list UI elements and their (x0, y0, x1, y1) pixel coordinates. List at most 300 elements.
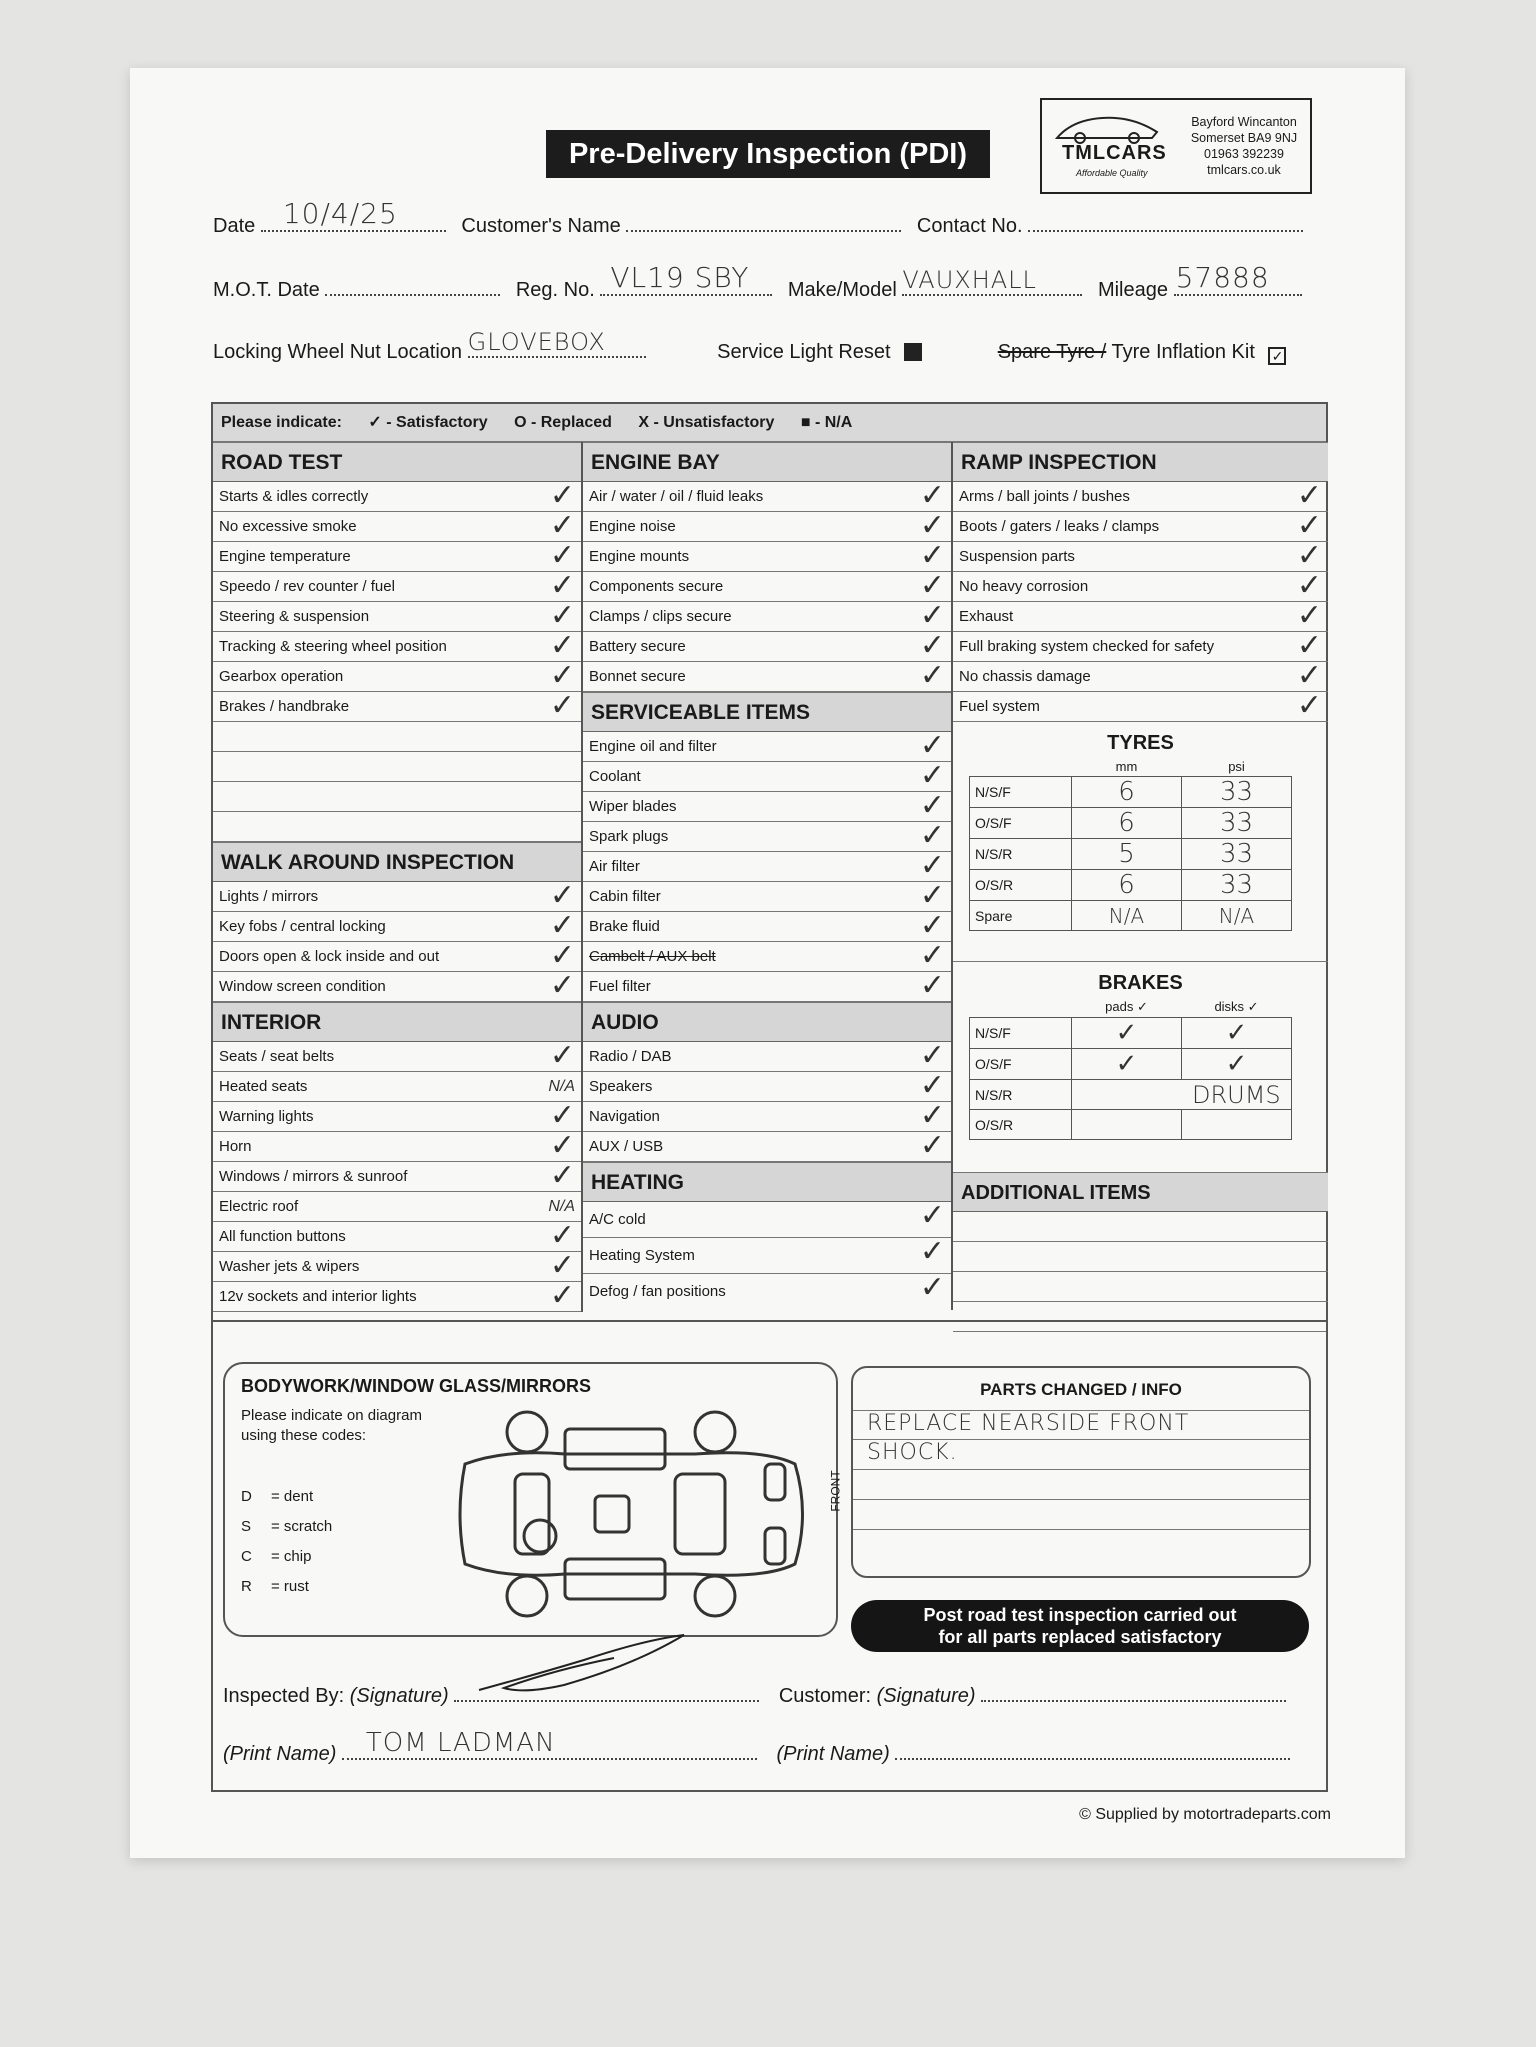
tick-mark: ✓ (919, 1102, 945, 1132)
check-row[interactable] (583, 912, 951, 942)
check-row[interactable] (953, 512, 1328, 542)
signature-scribble-icon (474, 1630, 694, 1700)
footer-credit: © Supplied by motortradeparts.com (1079, 1806, 1331, 1823)
legend-label: Please indicate: (221, 414, 342, 431)
check-row[interactable] (213, 692, 581, 722)
tick-mark: ✓ (549, 912, 575, 942)
check-row[interactable] (583, 1274, 951, 1310)
check-row[interactable] (213, 572, 581, 602)
tyre-row (970, 777, 1292, 808)
customer-sig-label: Customer: (778, 1685, 872, 1707)
code-letter: D (241, 1488, 252, 1505)
item-label: Engine mounts (589, 548, 690, 565)
inspector-print-value: TOM LADMAN (365, 1728, 556, 1758)
section-interior: INTERIOR (213, 1002, 581, 1042)
date-label: Date (213, 215, 256, 237)
tick-mark: ✓ (919, 602, 945, 632)
company-logo-box (1040, 98, 1312, 194)
brake-pos: O/S/F (970, 1049, 1072, 1080)
signature-label: (Signature) (876, 1685, 976, 1707)
code-meaning: = scratch (271, 1518, 333, 1535)
check-row[interactable] (583, 632, 951, 662)
tick-mark: ✓ (919, 1132, 945, 1162)
tick-mark: ✓ (919, 482, 945, 512)
code-meaning: = chip (271, 1548, 312, 1565)
front-label: FRONT (828, 1470, 843, 1512)
brake-row (970, 1049, 1292, 1080)
check-row[interactable] (953, 482, 1328, 512)
inspector-signature-field[interactable] (454, 1682, 759, 1702)
tick-mark: ✓ (549, 632, 575, 662)
tick-mark: ✓ (919, 942, 945, 972)
parts-lines (853, 1410, 1309, 1530)
brake-row (970, 1018, 1292, 1049)
check-row[interactable] (213, 542, 581, 572)
tyre-psi[interactable]: N/A (1182, 901, 1292, 931)
tick-mark: ✓ (1296, 632, 1322, 662)
inspector-print-field[interactable] (342, 1728, 757, 1760)
tick-mark: ✓ (549, 882, 575, 912)
tick-mark: ✓ (919, 822, 945, 852)
tick-mark: ✓ (919, 912, 945, 942)
make-label: Make/Model (787, 279, 897, 301)
item-label: Navigation (589, 1108, 660, 1125)
bodywork-box (223, 1362, 843, 1637)
parts-line[interactable]: REPLACE NEARSIDE FRONT (853, 1410, 1309, 1440)
check-row[interactable] (583, 972, 951, 1002)
item-label: Starts & idles correctly (219, 488, 369, 505)
inflation-checkbox[interactable]: ✓ (1268, 347, 1286, 365)
item-label: Electric roof (219, 1198, 299, 1215)
print-name-label: (Print Name) (223, 1743, 337, 1765)
tick-mark: ✓ (1296, 602, 1322, 632)
item-label: Heated seats (219, 1078, 308, 1095)
tick-mark: ✓ (1296, 692, 1322, 722)
item-label: Window screen condition (219, 978, 386, 995)
reg-value: VL19 SBY (610, 261, 750, 294)
brake-pads[interactable]: ✓ (1072, 1018, 1182, 1049)
tick-mark: ✓ (919, 792, 945, 822)
check-row[interactable] (213, 1072, 581, 1102)
item-label: Bonnet secure (589, 668, 686, 685)
tick-mark: ✓ (919, 1274, 945, 1305)
check-row[interactable] (953, 602, 1328, 632)
check-row[interactable] (583, 732, 951, 762)
brake-row (970, 1080, 1292, 1110)
item-label: Steering & suspension (219, 608, 370, 625)
section-additional: ADDITIONAL ITEMS (953, 1172, 1328, 1212)
item-label: Suspension parts (959, 548, 1075, 565)
date-value: 10/4/25 (282, 197, 398, 230)
item-label: Components secure (589, 578, 724, 595)
contact-label: Contact No. (916, 215, 1023, 237)
blank-row (213, 782, 581, 812)
tyre-mm[interactable]: 6 (1072, 777, 1182, 808)
item-label: Spark plugs (589, 828, 669, 845)
tyre-pos: N/S/R (970, 839, 1072, 870)
tick-mark: ✓ (549, 1162, 575, 1192)
mot-label: M.O.T. Date (213, 279, 320, 301)
bottom-section (211, 1322, 1328, 1792)
brake-row (970, 1110, 1292, 1140)
bodywork-instructions: Please indicate on diagram using these codes: (241, 1407, 422, 1444)
item-label: Fuel system (959, 698, 1040, 715)
item-label: Brakes / handbrake (219, 698, 350, 715)
tick-mark: ✓ (549, 542, 575, 572)
parts-changed-box (851, 1366, 1311, 1578)
section-engine-bay: ENGINE BAY (583, 442, 951, 482)
item-label: Engine noise (589, 518, 676, 535)
tyres-table (969, 759, 1292, 931)
mileage-field[interactable] (1174, 261, 1302, 296)
legend-replaced: O - Replaced (514, 414, 612, 431)
check-row[interactable] (583, 1072, 951, 1102)
brake-pos: N/S/R (970, 1080, 1072, 1110)
tyre-psi[interactable]: 33 (1182, 870, 1292, 901)
item-label: Cambelt / AUX belt (589, 948, 716, 965)
tick-mark: ✓ (919, 732, 945, 762)
item-label: Battery secure (589, 638, 686, 655)
check-row[interactable] (213, 632, 581, 662)
item-label: Coolant (589, 768, 641, 785)
section-audio: AUDIO (583, 1002, 951, 1042)
check-row[interactable] (213, 882, 581, 912)
tick-mark: ✓ (919, 762, 945, 792)
post-road-test-banner (851, 1600, 1309, 1652)
item-label: Seats / seat belts (219, 1048, 335, 1065)
check-row[interactable] (213, 1132, 581, 1162)
column-left (213, 442, 583, 1312)
parts-line[interactable] (853, 1500, 1309, 1530)
tyre-psi[interactable]: 33 (1182, 808, 1292, 839)
tick-mark: ✓ (549, 512, 575, 542)
item-label: Cabin filter (589, 888, 661, 905)
blank-row[interactable] (953, 1272, 1328, 1302)
mot-field[interactable] (325, 276, 500, 296)
check-row[interactable] (213, 1102, 581, 1132)
check-row[interactable] (583, 542, 951, 572)
mot-row (213, 261, 1302, 302)
item-label: Engine temperature (219, 548, 351, 565)
code-meaning: = rust (271, 1578, 309, 1595)
item-label: Brake fluid (589, 918, 660, 935)
tick-mark: ✓ (919, 1042, 945, 1072)
item-label: Lights / mirrors (219, 888, 319, 905)
address-line: Bayford Wincanton (1191, 115, 1297, 129)
parts-line[interactable] (853, 1470, 1309, 1500)
tick-mark: ✓ (549, 482, 575, 512)
reg-label: Reg. No. (515, 279, 595, 301)
banner-line: for all parts replaced satisfactory (938, 1627, 1222, 1647)
date-field[interactable] (261, 197, 446, 232)
brake-note[interactable]: DRUMS (1072, 1080, 1292, 1110)
check-row[interactable] (583, 882, 951, 912)
item-label: Speakers (589, 1078, 653, 1095)
item-label: No heavy corrosion (959, 578, 1089, 595)
item-label: Heating System (589, 1247, 695, 1264)
item-label: Washer jets & wipers (219, 1258, 360, 1275)
print-name-row (223, 1728, 1290, 1766)
parts-line[interactable]: SHOCK. (853, 1440, 1309, 1470)
form-title: Pre-Delivery Inspection (PDI) (546, 130, 990, 178)
check-row[interactable] (953, 692, 1328, 722)
blank-row (213, 812, 581, 842)
blank-row (213, 722, 581, 752)
check-row[interactable] (583, 512, 951, 542)
check-row[interactable] (213, 1282, 581, 1312)
code-item (241, 1512, 332, 1542)
tick-mark: ✓ (549, 602, 575, 632)
item-label: Clamps / clips secure (589, 608, 732, 625)
brakes-panel (953, 972, 1328, 1172)
brakes-col-pads: pads ✓ (1105, 999, 1148, 1014)
item-label: Air / water / oil / fluid leaks (589, 488, 764, 505)
customer-field[interactable] (626, 212, 901, 232)
tick-mark: ✓ (1296, 662, 1322, 692)
tyre-pos: Spare (970, 901, 1072, 931)
service-label: Service Light Reset (717, 341, 891, 363)
inspection-grid (211, 402, 1328, 1322)
brake-pads[interactable]: ✓ (1072, 1049, 1182, 1080)
section-serviceable: SERVICEABLE ITEMS (583, 692, 951, 732)
brake-pos: O/S/R (970, 1110, 1072, 1140)
tick-mark: ✓ (549, 1252, 575, 1282)
brake-pads[interactable] (1072, 1110, 1182, 1140)
na-mark: N/A (548, 1078, 575, 1095)
na-mark: N/A (548, 1198, 575, 1215)
check-row[interactable] (213, 602, 581, 632)
item-label: Doors open & lock inside and out (219, 948, 440, 965)
check-row[interactable] (213, 942, 581, 972)
locking-row (213, 328, 1286, 365)
tick-mark: ✓ (549, 692, 575, 722)
tyres-col-mm: mm (1115, 759, 1138, 774)
reg-field[interactable] (600, 261, 772, 296)
tyres-title: TYRES (1107, 732, 1174, 754)
inspected-label: Inspected By: (223, 1685, 345, 1707)
check-row[interactable] (953, 662, 1328, 692)
check-row[interactable] (583, 942, 951, 972)
tyres-panel (953, 732, 1328, 962)
code-letter: R (241, 1578, 252, 1595)
column-right (953, 442, 1328, 1332)
check-row[interactable] (213, 1042, 581, 1072)
brake-disks[interactable] (1182, 1110, 1292, 1140)
print-name-label: (Print Name) (776, 1743, 890, 1765)
tyre-mm[interactable]: 6 (1072, 870, 1182, 901)
blank-row[interactable] (953, 1242, 1328, 1272)
column-middle (583, 442, 953, 1310)
item-label: Arms / ball joints / bushes (959, 488, 1130, 505)
check-row[interactable] (953, 572, 1328, 602)
tick-mark: ✓ (1296, 512, 1322, 542)
check-row[interactable] (213, 1222, 581, 1252)
tick-mark: ✓ (549, 662, 575, 692)
check-row[interactable] (213, 482, 581, 512)
inflation-label: Tyre Inflation Kit (1111, 341, 1255, 363)
code-list (241, 1482, 332, 1602)
check-row[interactable] (583, 1132, 951, 1162)
check-row[interactable] (583, 1102, 951, 1132)
tyre-pos: O/S/R (970, 870, 1072, 901)
item-label: Horn (219, 1138, 252, 1155)
tyre-row (970, 808, 1292, 839)
make-field[interactable] (902, 266, 1082, 296)
check-row[interactable] (583, 852, 951, 882)
logo-tagline: Affordable Quality (1076, 168, 1148, 178)
tick-mark: ✓ (919, 1238, 945, 1269)
brakes-col-disks: disks ✓ (1214, 999, 1259, 1014)
locking-field[interactable] (467, 328, 646, 358)
item-label: Radio / DAB (589, 1048, 672, 1065)
item-label: Boots / gaters / leaks / clamps (959, 518, 1160, 535)
tick-mark: ✓ (549, 572, 575, 602)
tick-mark: ✓ (549, 1282, 575, 1312)
check-row[interactable] (213, 912, 581, 942)
tick-mark: ✓ (549, 1102, 575, 1132)
item-label: Wiper blades (589, 798, 677, 815)
item-label: No excessive smoke (219, 518, 357, 535)
locking-value: GLOVEBOX (467, 328, 606, 356)
make-value: VAUXHALL (902, 266, 1037, 294)
logo-name: TMLCARS (1062, 142, 1167, 164)
code-meaning: = dent (271, 1488, 314, 1505)
spare-tyre-label: Spare Tyre / (997, 341, 1107, 363)
check-row[interactable] (583, 1202, 951, 1238)
tyre-pos: O/S/F (970, 808, 1072, 839)
item-label: Air filter (589, 858, 640, 875)
legend-na: ■ - N/A (800, 414, 853, 431)
locking-label: Locking Wheel Nut Location (213, 341, 463, 363)
section-road-test: ROAD TEST (213, 442, 581, 482)
check-row[interactable] (583, 1042, 951, 1072)
blank-row[interactable] (953, 1212, 1328, 1242)
address-line: tmlcars.co.uk (1207, 163, 1281, 177)
tick-mark: ✓ (549, 942, 575, 972)
tyre-row (970, 870, 1292, 901)
tick-mark: ✓ (1296, 482, 1322, 512)
item-label: Speedo / rev counter / fuel (219, 578, 395, 595)
check-row[interactable] (213, 1252, 581, 1282)
tick-mark: ✓ (919, 662, 945, 692)
tyres-col-psi: psi (1228, 759, 1245, 774)
check-row[interactable] (213, 512, 581, 542)
check-row[interactable] (213, 1192, 581, 1222)
check-row[interactable] (213, 1162, 581, 1192)
item-label: Tracking & steering wheel position (219, 638, 447, 655)
code-item (241, 1542, 332, 1572)
brakes-table (969, 999, 1292, 1140)
tick-mark: ✓ (919, 572, 945, 602)
brakes-title: BRAKES (1098, 972, 1183, 994)
parts-title: PARTS CHANGED / INFO (980, 1380, 1182, 1399)
item-label: Engine oil and filter (589, 738, 717, 755)
check-row[interactable] (213, 972, 581, 1002)
section-ramp: RAMP INSPECTION (953, 442, 1328, 482)
check-row[interactable] (953, 632, 1328, 662)
item-label: Exhaust (959, 608, 1014, 625)
brake-disks[interactable]: ✓ (1182, 1018, 1292, 1049)
item-label: Warning lights (219, 1108, 314, 1125)
tyre-mm[interactable]: N/A (1072, 901, 1182, 931)
tyre-psi[interactable]: 33 (1182, 839, 1292, 870)
tyre-psi[interactable]: 33 (1182, 777, 1292, 808)
tick-mark: ✓ (919, 512, 945, 542)
code-item (241, 1572, 332, 1602)
company-address (1180, 114, 1308, 178)
tyre-row (970, 901, 1292, 931)
code-letter: C (241, 1548, 252, 1565)
item-label: 12v sockets and interior lights (219, 1288, 417, 1305)
tick-mark: ✓ (919, 632, 945, 662)
check-row[interactable] (213, 662, 581, 692)
date-row (213, 197, 1303, 238)
item-label: Key fobs / central locking (219, 918, 386, 935)
brake-disks[interactable]: ✓ (1182, 1049, 1292, 1080)
item-label: A/C cold (589, 1211, 646, 1228)
item-label: No chassis damage (959, 668, 1091, 685)
check-row[interactable] (583, 602, 951, 632)
tick-mark: ✓ (919, 852, 945, 882)
tick-mark: ✓ (1296, 542, 1322, 572)
tyre-mm[interactable]: 5 (1072, 839, 1182, 870)
code-item (241, 1482, 332, 1512)
address-line: Somerset BA9 9NJ (1190, 131, 1298, 145)
check-row[interactable] (583, 822, 951, 852)
check-row[interactable] (583, 662, 951, 692)
check-row[interactable] (953, 542, 1328, 572)
pdi-form-sheet (130, 68, 1405, 1858)
tick-mark: ✓ (549, 1222, 575, 1252)
contact-field[interactable] (1028, 212, 1303, 232)
tick-mark: ✓ (549, 1042, 575, 1072)
mileage-label: Mileage (1097, 279, 1168, 301)
section-walk-around: WALK AROUND INSPECTION (213, 842, 581, 882)
banner-line: Post road test inspection carried out (923, 1605, 1237, 1625)
check-row[interactable] (583, 1238, 951, 1274)
service-checkbox[interactable] (904, 343, 922, 361)
customer-print-field[interactable] (895, 1740, 1290, 1760)
tick-mark: ✓ (919, 1202, 945, 1233)
check-row[interactable] (583, 792, 951, 822)
item-label: AUX / USB (589, 1138, 664, 1155)
legend-bar (213, 404, 1326, 442)
check-row[interactable] (583, 762, 951, 792)
item-label: Gearbox operation (219, 668, 344, 685)
signature-label: (Signature) (349, 1685, 449, 1707)
section-heating: HEATING (583, 1162, 951, 1202)
road-test-rows (213, 482, 581, 842)
item-label: Fuel filter (589, 978, 651, 995)
tick-mark: ✓ (549, 972, 575, 1002)
bodywork-title: BODYWORK/WINDOW GLASS/MIRRORS (241, 1376, 591, 1396)
check-row[interactable] (583, 482, 951, 512)
item-label: Windows / mirrors & sunroof (219, 1168, 408, 1185)
tyre-mm[interactable]: 6 (1072, 808, 1182, 839)
tick-mark: ✓ (549, 1132, 575, 1162)
mileage-value: 57888 (1175, 261, 1270, 294)
tick-mark: ✓ (919, 542, 945, 572)
address-line: 01963 392239 (1204, 147, 1284, 161)
car-diagram-icon[interactable] (445, 1404, 825, 1624)
customer-label: Customer's Name (461, 215, 621, 237)
inspected-by-row (223, 1682, 1286, 1708)
customer-signature-field[interactable] (981, 1682, 1286, 1702)
tick-mark: ✓ (919, 1072, 945, 1102)
check-row[interactable] (583, 572, 951, 602)
legend-satisfactory: ✓ - Satisfactory (368, 414, 488, 431)
item-label: Full braking system checked for safety (959, 638, 1215, 655)
